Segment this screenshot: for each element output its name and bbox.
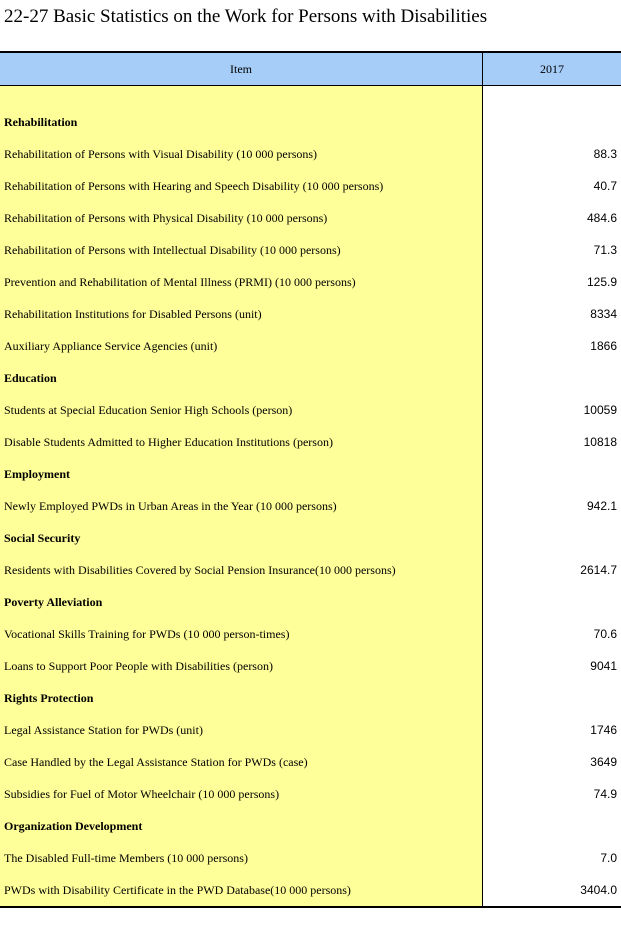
- row-value: 484.6: [586, 211, 617, 225]
- section-heading: Rehabilitation: [4, 114, 78, 129]
- row-label: Residents with Disabilities Covered by Social Pension Insurance(10 000 persons): [4, 562, 396, 577]
- row-value: 2614.7: [580, 563, 617, 577]
- row-label: Loans to Support Poor People with Disabilities (person): [4, 658, 273, 673]
- row-label: Rehabilitation Institutions for Disabled Persons (unit): [4, 306, 262, 321]
- row-value: 71.3: [593, 243, 617, 257]
- row-value: 88.3: [593, 147, 617, 161]
- row-value: [483, 586, 621, 618]
- row-label: Auxiliary Appliance Service Agencies (unit): [4, 338, 218, 353]
- row-label: Subsidies for Fuel of Motor Wheelchair (10 000 persons): [4, 786, 280, 801]
- row-value: 125.9: [586, 275, 617, 289]
- row-value: 74.9: [593, 787, 617, 801]
- row-label: Case Handled by the Legal Assistance Station for PWDs (case): [4, 754, 308, 769]
- row-label: Rehabilitation of Persons with Visual Disability (10 000 persons): [4, 146, 318, 161]
- page-title: 22-27 Basic Statistics on the Work for Persons with Disabilities: [4, 6, 488, 27]
- row-label: Vocational Skills Training for PWDs (10 000 person-times): [4, 626, 290, 641]
- column-header-item: Item: [0, 53, 483, 85]
- row-label: Rehabilitation of Persons with Intellectual Disability (10 000 persons): [4, 242, 341, 257]
- row-label: Disable Students Admitted to Higher Education Institutions (person): [4, 434, 333, 449]
- row-value: 10059: [583, 403, 617, 417]
- row-value: [483, 682, 621, 714]
- row-label: Students at Special Education Senior High Schools (person): [4, 402, 293, 417]
- table-body: [0, 86, 621, 906]
- statistics-table: [0, 51, 621, 908]
- row-value: 1746: [590, 723, 617, 737]
- row-value: 9041: [590, 659, 617, 673]
- row-value: 942.1: [586, 499, 617, 513]
- row-value: 70.6: [593, 627, 617, 641]
- table-header: [0, 53, 621, 86]
- row-label: Newly Employed PWDs in Urban Areas in the Year (10 000 persons): [4, 498, 337, 513]
- row-value: [483, 106, 621, 138]
- row-value: 8334: [590, 307, 617, 321]
- section-heading: Education: [4, 370, 57, 385]
- section-heading: Poverty Alleviation: [4, 594, 103, 609]
- row-label: Rehabilitation of Persons with Hearing and Speech Disability (10 000 persons): [4, 178, 384, 193]
- row-label: Legal Assistance Station for PWDs (unit): [4, 722, 203, 737]
- row-value: 1866: [590, 339, 617, 353]
- row-value: [483, 522, 621, 554]
- section-heading: Social Security: [4, 530, 81, 545]
- row-value: 10818: [583, 435, 617, 449]
- section-heading: Organization Development: [4, 818, 143, 833]
- section-heading: Employment: [4, 466, 70, 481]
- column-header-year: 2017: [540, 61, 564, 76]
- row-value: [483, 810, 621, 842]
- row-value: 40.7: [593, 179, 617, 193]
- row-label: PWDs with Disability Certificate in the PWD Database(10 000 persons): [4, 882, 351, 897]
- row-value: [483, 458, 621, 490]
- row-value: 7.0: [600, 851, 617, 865]
- value-column: [483, 86, 621, 906]
- row-label: Prevention and Rehabilitation of Mental Illness (PRMI) (10 000 persons): [4, 274, 356, 289]
- section-heading: Rights Protection: [4, 690, 94, 705]
- item-column: [0, 86, 483, 906]
- row-value: 3649: [590, 755, 617, 769]
- row-label: Rehabilitation of Persons with Physical Disability (10 000 persons): [4, 210, 328, 225]
- row-value: [483, 362, 621, 394]
- row-value: 3404.0: [580, 883, 617, 897]
- row-label: The Disabled Full-time Members (10 000 persons): [4, 850, 248, 865]
